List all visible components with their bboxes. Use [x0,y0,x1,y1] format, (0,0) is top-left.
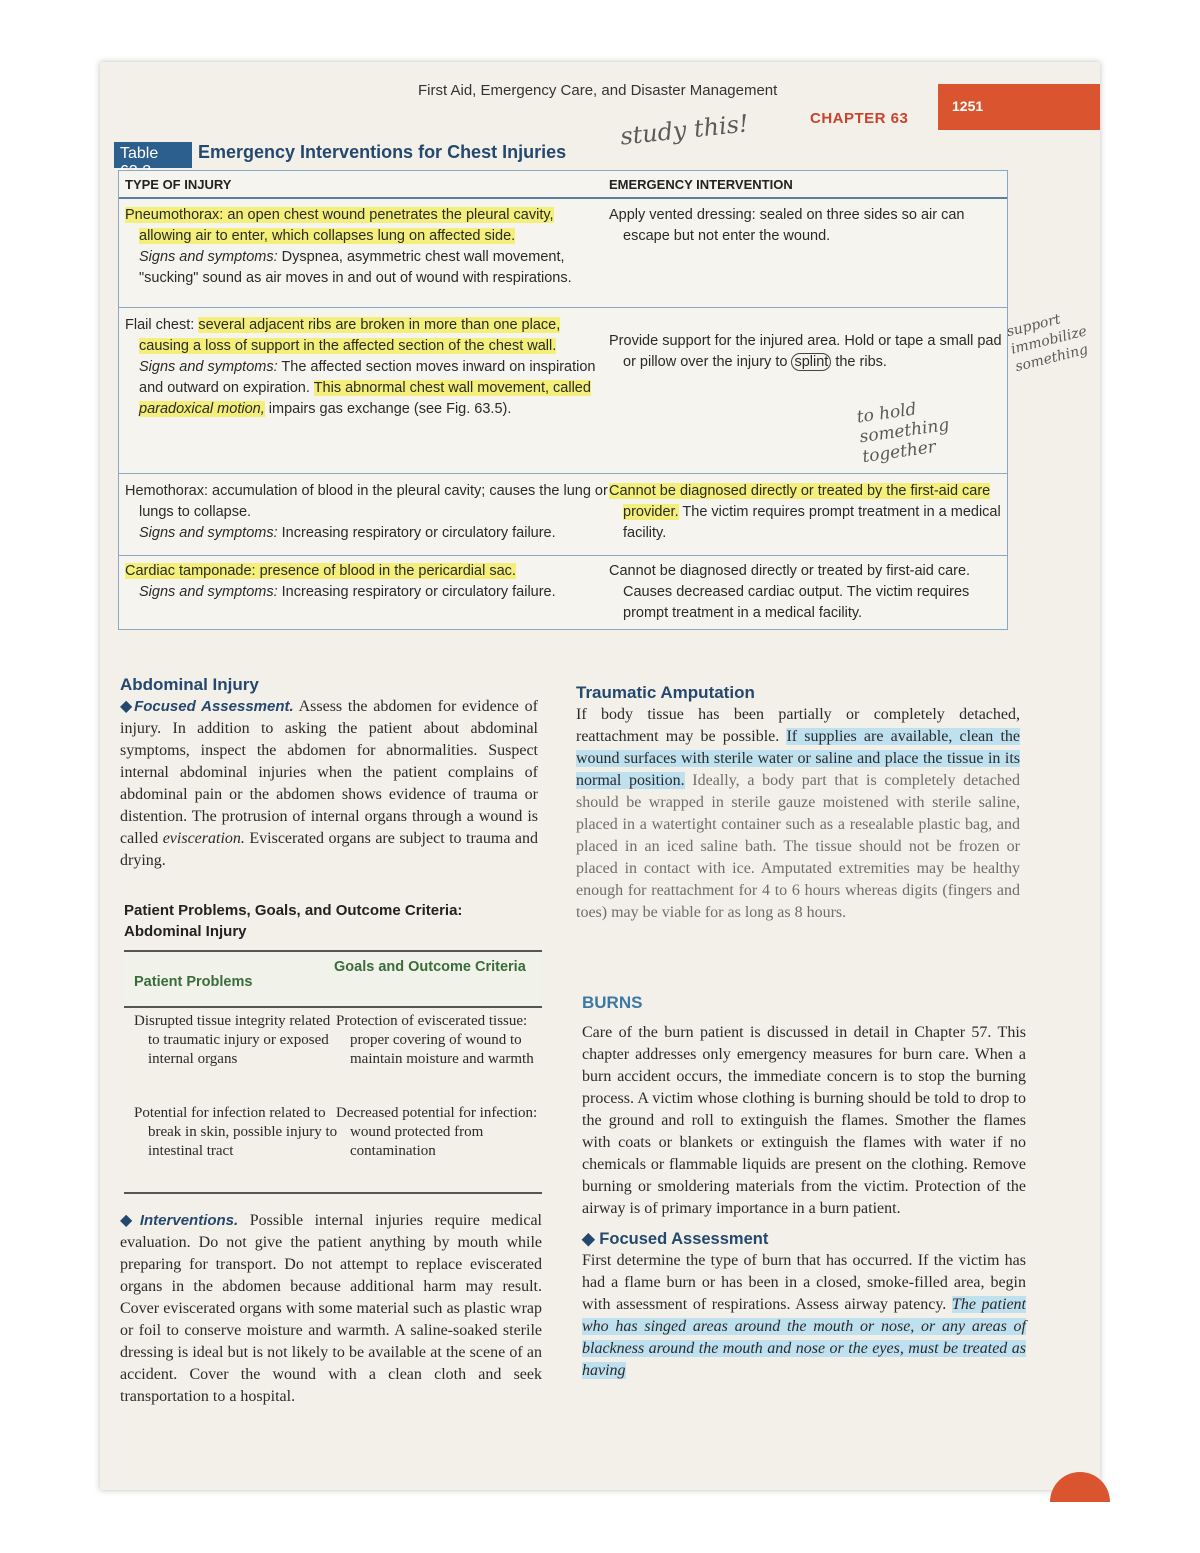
signs-text-end: impairs gas exchange (see Fig. 63.5). [268,401,512,417]
intervention-text: Apply vented dressing: sealed on three sides so air can escape but not enter the wound. [609,207,965,244]
intervention-cell [609,561,1013,624]
table-label-text: Table [120,145,159,162]
signs-label: Signs and symptoms: [139,359,278,375]
injury-cell [125,481,609,544]
table-title: Emergency Interventions for Chest Injuries [198,142,567,162]
burns-focused-heading [582,1228,1026,1250]
injury-term: Hemothorax: [125,483,209,499]
focused-assessment-text: Assess the abdomen for evidence of injury. In addition to asking the patient about abdominal symptoms, inspect the abdomen for abnormalities. Suspect internal abdominal injuries when the patient complains of abdominal pain or the abdomen shows evidence of trauma or distention. The protrusion of internal organs through a wound is called [120,698,538,847]
amputation-heading: Traumatic Amputation [576,683,755,702]
intervention-cell [609,481,1013,544]
amputation-section [576,682,1020,924]
handwritten-hold-note: to hold something together [855,399,951,468]
signs-label: Signs and symptoms: [139,584,278,600]
table-label [114,142,192,168]
burns-focused-text-highlight: The patient who has singed areas around the mouth or nose, or any areas of blackness around the mouth and nose or the eyes, must be treated as having [582,1296,1026,1379]
injury-cell [125,205,609,289]
interventions-paragraph [120,1210,542,1408]
injury-description: an open chest wound penetrates the pleural cavity, allowing air to enter, which collapses lung on affected side. [139,207,554,244]
intervention-text: The victim requires prompt treatment in a medical facility. [623,504,1001,541]
col-header-intervention: EMERGENCY INTERVENTION [609,177,793,192]
circled-word: splint [791,353,831,371]
signs-text: Increasing respiratory or circulatory failure. [281,584,556,600]
table-header-row [119,171,1007,199]
table-row [119,473,1007,556]
amputation-paragraph [576,704,1020,924]
injury-term: Cardiac tamponade: [125,563,256,579]
table-row [119,555,1007,629]
col-header-injury: TYPE OF INJURY [125,177,232,192]
burns-focused-text: First determine the type of burn that has occurred. If the victim has had a flame burn or has been in a closed, smoke-filled area, begin with assessment of respirations. Assess airway patency. [582,1252,1026,1313]
abdominal-injury-section [120,674,538,872]
page-corner-tab [1050,1472,1110,1502]
burns-heading: BURNS [582,993,643,1012]
table-row [119,199,1007,308]
pp-col-problems: Patient Problems [134,974,253,990]
injury-cell [125,561,609,603]
injury-term: Pneumothorax: [125,207,224,223]
evisceration-term: evisceration. [162,830,245,847]
signs-term: paradoxical motion, [139,401,265,417]
signs-label: Signs and symptoms: [139,249,278,265]
goal-cell: Decreased potential for infection: wound protected from contamination [336,1105,538,1159]
signs-text: Increasing respiratory or circulatory failure. [281,525,556,541]
chest-injury-table [118,170,1008,630]
patient-problems-title: Patient Problems, Goals, and Outcome Criteria: Abdominal Injury [124,902,463,940]
pp-table-header [124,952,542,1008]
chapter-label: CHAPTER 63 [810,110,909,127]
intervention-text-highlight: Cannot be diagnosed directly or treated by the first-aid care provider. [609,483,991,520]
table-row [124,1008,542,1100]
page-number-tab [938,84,1100,130]
intervention-text-end: the ribs. [835,354,887,370]
handwritten-margin-note: support immobilize something [1005,311,1090,376]
table-row [124,1100,542,1192]
intervention-text: Cannot be diagnosed directly or treated by first-aid care. Causes decreased cardiac output. The victim requires prompt treatment in a medical facility. [609,563,971,621]
signs-text: Dyspnea, asymmetric chest wall movement, "sucking" sound as air moves in and out of wound with respirations. [139,249,572,286]
interventions-text: Possible internal injuries require medical evaluation. Do not give the patient anything by mouth while preparing for transport. Do not attempt to replace eviscerated organs in the abdomen because additional harm may result. Cover eviscerated organs with some material such as plastic wrap or foil to conserve moisture and warmth. A saline-soaked sterile dressing is ideal but is not likely to be available at the scene of an accident. Cover the wound with a clean cloth and seek transportation to a hospital. [120,1212,542,1405]
abdominal-heading: Abdominal Injury [120,675,259,694]
amputation-text: If body tissue has been partially or completely detached, reattachment may be possible. [576,706,1020,745]
patient-problems-table [124,950,542,1194]
injury-description: several adjacent ribs are broken in more than one place, causing a loss of support in the affected section of the chest wall. [139,317,561,354]
textbook-page [100,62,1100,1490]
burns-focused-heading-text: Focused Assessment [599,1230,769,1248]
handwritten-study-note: study this! [618,109,750,151]
burns-section [582,992,1026,1382]
diamond-icon: ◆ [582,1230,595,1248]
amputation-text-highlight: If supplies are available, clean the wound surfaces with sterile water or saline and place the tissue in its normal position. [576,728,1021,789]
signs-text-highlight: This abnormal chest wall movement, called [313,380,591,396]
problem-cell: Potential for infection related to break in skin, possible injury to intestinal tract [134,1105,338,1159]
focused-assessment-label: Focused Assessment. [134,698,294,715]
goal-cell: Protection of eviscerated tissue: proper covering of wound to maintain moisture and warmth [336,1013,534,1067]
injury-cell [125,315,609,420]
diamond-icon: ◆ [120,1212,140,1229]
problem-cell: Disrupted tissue integrity related to traumatic injury or exposed internal organs [134,1013,331,1067]
burns-paragraph: Care of the burn patient is discussed in detail in Chapter 57. This chapter addresses only emergency measures for burn care. When a burn accident occurs, the immediate concern is to stop the burning process. A victim whose clothing is burning should be told to drop to the ground and roll to extinguish the flames. Smother the flames with coats or blankets or extinguish the flames with water if no chemicals or flammable liquids are present on the clothing. Remove burning or smoldering materials from the victim. Protection of the airway is of primary importance in a burn patient. [582,1024,1026,1217]
running-head: First Aid, Emergency Care, and Disaster Management [418,82,778,99]
signs-label: Signs and symptoms: [139,525,278,541]
injury-description: presence of blood in the pericardial sac. [259,563,516,579]
page-number: 1251 [952,98,984,114]
burns-focused-paragraph [582,1250,1026,1382]
amputation-text-end: Ideally, a body part that is completely detached should be wrapped in sterile gauze moistened with sterile saline, placed in a watertight container such as a resealable plastic bag, and placed in an iced saline bath. The tissue should not be frozen or placed in contact with ice. Amputated extremities may be healthy enough for reattachment for 4 to 6 hours whereas digits (fingers and toes) may be viable for as long as 8 hours. [576,772,1021,921]
diamond-icon: ◆ [120,698,135,715]
interventions-label: Interventions. [139,1212,239,1229]
signs-text: The affected section moves inward on inspiration and outward on expiration. [139,359,596,396]
focused-assessment-text-end: Eviscerated organs are subject to trauma and drying. [120,830,539,869]
pp-col-goals: Goals and Outcome Criteria [334,959,526,975]
focused-assessment-paragraph [120,696,538,872]
intervention-cell [609,205,1013,247]
injury-term: Flail chest: [125,317,195,333]
intervention-text: Provide support for the injured area. Hold or tape a small pad or pillow over the injury to [609,333,1002,370]
table-row [119,307,1007,474]
injury-description: accumulation of blood in the pleural cavity; causes the lung or lungs to collapse. [139,483,608,520]
intervention-cell [609,331,1013,373]
